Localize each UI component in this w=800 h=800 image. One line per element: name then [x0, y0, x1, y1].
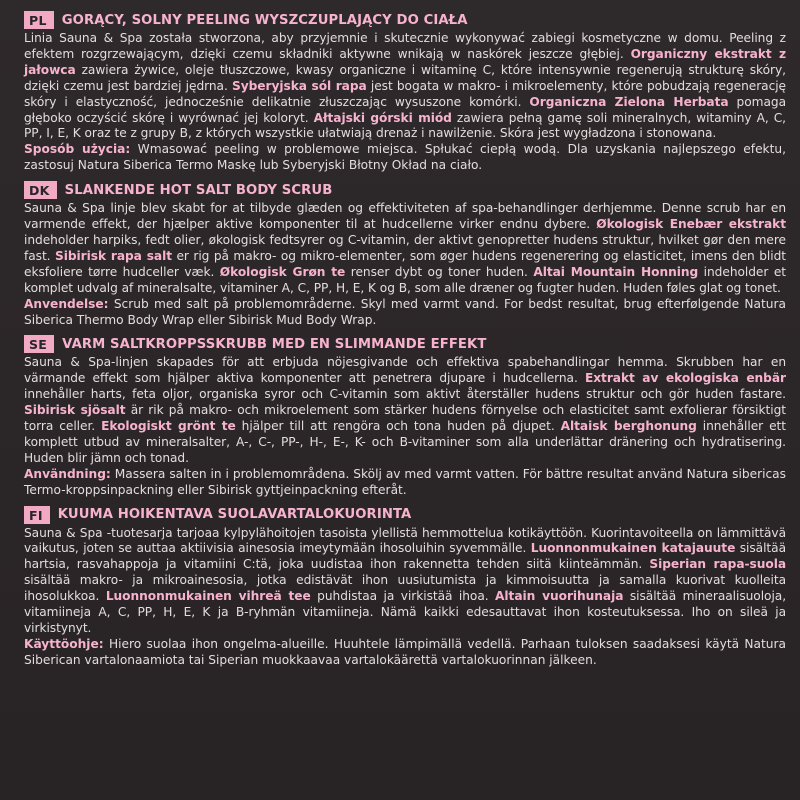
section-heading [24, 334, 786, 354]
body-text: zawiera żywice, oleje tłuszczowe, kwasy organiczne i witaminę C, które intensywnie regenerują strukturę skóry, dzięki czemu jest bardziej jędrna. [24, 62, 786, 93]
body-text: sisältää makro- ja mikroainesosia, jotka edistävät ihon uusiutumista ja kimmoisuutta ja samalla kuorivat kuolleita ihosolukkoa. [24, 573, 786, 604]
body-text: Sauna & Spa linje blev skabt for at tilbyde glæden og effektiviteten af spa-behandlinger derhjemme. Denne scrub har en varmende effekt, der hjælper aktive komponenter til at hudcellerne virker endnu dybere. [24, 201, 786, 232]
ingredient-highlight: Økologisk Enebær ekstrakt [596, 217, 786, 232]
usage-label: Anvendelse: [24, 296, 109, 311]
body-text: renser dybt og toner huden. [345, 264, 534, 279]
ingredient-highlight: Organiczna Zielona Herbata [529, 94, 729, 109]
section-heading [24, 505, 786, 525]
ingredient-highlight: Ekologiskt grönt te [101, 419, 236, 434]
section-title: VARM SALTKROPPSSKRUBB MED EN SLIMMANDE EFFEKT [62, 336, 487, 352]
language-badge: DK [24, 181, 57, 199]
usage-label: Sposób użycia: [24, 142, 131, 157]
body-text: sisältää mineraalisuoloja, vitamiineja A, C, PP, H, E, K ja B-ryhmän vitamiineja. Nämä kaikki edesauttavat ihon kosteutuksessa. Iho on sileä ja virkistynyt. [24, 589, 787, 635]
ingredient-highlight: Altaisk berghonung [560, 419, 697, 434]
usage-instructions [24, 637, 786, 669]
usage-text: Massera salten in i problemområdena. Skölj av med varmt vatten. För bättre resultat använd Natura sibericas Termo-kroppsinpackning eller Sibirisk gyttjeinpackning efteråt. [24, 466, 786, 497]
section-body [24, 201, 786, 296]
body-text: zawiera pełną gamę soli mineralnych, witaminy A, C, PP, I, E, K oraz te z grupy B, z których wszystkie ułatwiają drenaż i nawilżenie. Skóra jest wygładzona i stonowana. [24, 110, 787, 141]
usage-instructions [24, 142, 786, 174]
ingredient-highlight: Luonnonmukainen vihreä tee [105, 589, 311, 604]
language-badge: FI [24, 506, 50, 524]
section-title: SLANKENDE HOT SALT BODY SCRUB [64, 182, 333, 198]
body-text: innehåller harts, feta oljor, organiska syror och C-vitamin som aktivt återställer hudens struktur och gör huden fastare. [24, 387, 786, 402]
ingredient-highlight: Sibirisk sjösalt [24, 403, 126, 418]
section-body [24, 526, 786, 637]
usage-text: Scrub med salt på problemområderne. Skyl med varmt vand. For bedst resultat, brug efterfølgende Natura Siberica Thermo Body Wrap eller Sibirisk Mud Body Wrap. [24, 296, 786, 327]
language-badge: SE [24, 335, 54, 353]
section-heading [24, 180, 786, 200]
body-text: Sauna & Spa -tuotesarja tarjoaa kylpylähoitojen tasoista ylellistä hemmottelua kotikäyttöön. Kuorintavoiteella on lämmittävä vaikutus, joten se auttaa aktiivisia ainesosia imeytymään ihosoluihin syvemmälle. [24, 525, 786, 556]
usage-instructions [24, 297, 786, 329]
body-text: jest bogata w makro- i mikroelementy, które pobudzają regenerację skóry i elastyczność, jednocześnie delikatnie złuszczając wysuszone komórki. [24, 78, 787, 109]
body-text: Sauna & Spa-linjen skapades för att erbjuda nöjesgivande och effektiva spabehandlingar hemma. Skrubben har en värmande effekt som hjälper aktiva komponenter att penetrera djupare i hudcellerna. [24, 355, 786, 386]
body-text: pomaga głęboko oczyścić skórę i wyrównać jej koloryt. [24, 94, 786, 125]
ingredient-highlight: Ałtajski górski miód [313, 110, 452, 125]
body-text: innehåller ett komplett utbud av mineralsalter, A-, C-, PP-, H-, E-, K- och B-vitaminer som alla underlättar dränering och hydratisering. Huden blir jämn och tonad. [24, 419, 786, 465]
usage-text: Wmasować peeling w problemowe miejsca. Spłukać ciepłą wodą. Dla uzyskania najlepszego efektu, zastosuj Natura Siberica Termo Maskę lub Syberyjski Błotny Okład na ciało. [24, 142, 786, 173]
section-pl [24, 10, 786, 174]
section-dk [24, 180, 786, 328]
section-body [24, 355, 786, 466]
section-title: GORĄCY, SOLNY PEELING WYSZCZUPLAJĄCY DO CIAŁA [61, 12, 468, 28]
ingredient-highlight: Altain vuorihunaja [495, 589, 624, 604]
body-text: hjälper till att rengöra och tona huden på djupet. [235, 419, 561, 434]
ingredient-highlight: Økologisk Grøn te [219, 264, 346, 279]
ingredient-highlight: Altai Mountain Honning [533, 264, 699, 279]
section-heading [24, 10, 786, 30]
usage-label: Käyttöohje: [24, 636, 104, 651]
ingredient-highlight: Luonnonmukainen katajauute [530, 541, 736, 556]
body-text: indeholder et komplet udvalg af mineralsalte, vitaminer A, C, PP, H, E, K og B, som alle dræner og fugter huden. Huden føles glat og tonet. [24, 264, 786, 295]
body-text: er rig på makro- og mikro-elementer, som øger hudens regenerering og elasticitet, imens den blidt eksfoliere tørre hudceller væk. [24, 248, 786, 279]
ingredient-highlight: Sibirisk rapa salt [55, 248, 172, 263]
ingredient-highlight: Syberyjska sól rapa [232, 78, 367, 93]
usage-text: Hiero suolaa ihon ongelma-alueille. Huuhtele lämpimällä vedellä. Parhaan tuloksen saadaksesi käytä Natura Siberican vartalonaamiota tai Siperian muokkaavaa vartalokäärettä vartalokuorinnan jälkeen. [24, 636, 786, 667]
ingredient-highlight: Extrakt av ekologiska enbär [584, 371, 786, 386]
ingredient-highlight: Siperian rapa-suola [649, 557, 786, 572]
usage-label: Användning: [24, 466, 111, 481]
sections-container [24, 10, 786, 669]
section-fi [24, 505, 786, 669]
body-text: är rik på makro- och mikroelement som stärker hudens förnyelse och elasticitet samt exfolierar försiktigt torra celler. [24, 403, 786, 434]
body-text: sisältää hartsia, rasvahappoja ja vitamiini C:tä, joka uudistaa ihon rakennetta tehden siitä kiinteämmän. [24, 541, 786, 572]
language-badge: PL [24, 11, 54, 29]
body-text: indeholder harpiks, fedt olier, økologisk fedtsyrer og C-vitamin, der aktivt genopretter hudens struktur, hvilket gør den mere fast. [24, 232, 786, 263]
section-se [24, 334, 786, 498]
ingredient-highlight: Organiczny ekstrakt z jałowca [24, 46, 786, 77]
usage-instructions [24, 467, 786, 499]
section-body [24, 31, 786, 142]
section-title: KUUMA HOIKENTAVA SUOLAVARTALOKUORINTA [57, 507, 412, 523]
body-text: Linia Sauna & Spa została stworzona, aby przyjemnie i skutecznie wykonywać zabiegi kosmetyczne w domu. Peeling z efektem rozgrzewającym, dzięki czemu składniki aktywne wnikają w naskórek jeszcze głębiej. [24, 31, 786, 61]
body-text: puhdistaa ja virkistää ihoa. [310, 589, 496, 604]
